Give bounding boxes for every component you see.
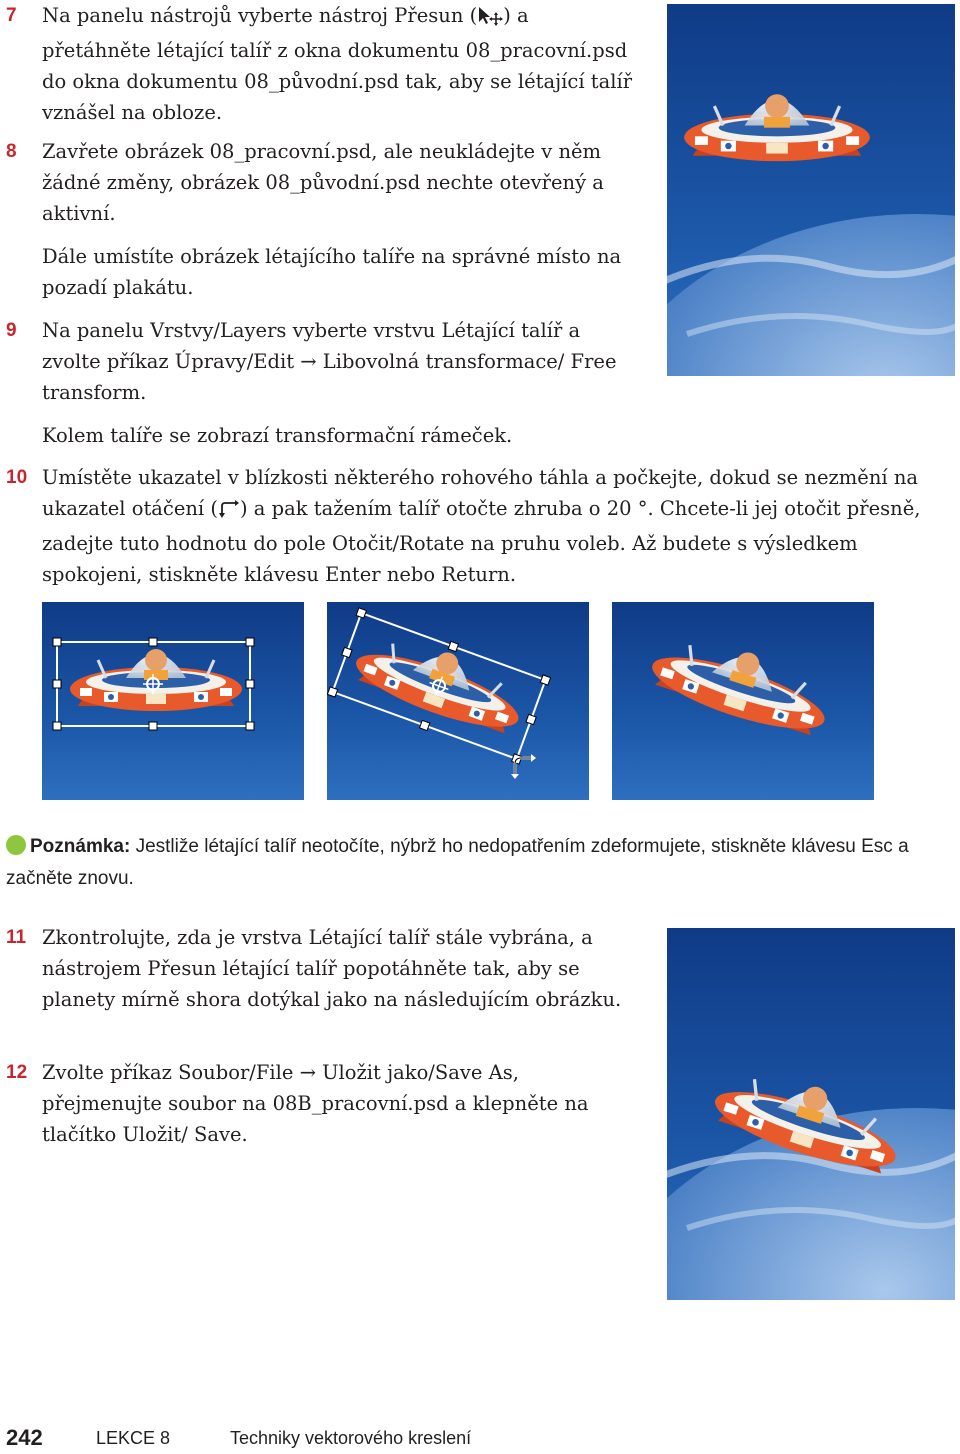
step-10-text-a: Umístěte ukazatel v blízkosti některého rohového táhla a počkejte, dokud se nezmění na ukazatel otáčení ( bbox=[42, 466, 919, 520]
paragraph-after-step-9: Kolem talíře se zobrazí transformační rámeček. bbox=[42, 424, 513, 447]
step-7-text-b: ) a přetáhněte létající talíř z okna dokumentu 08_pracovní.psd do okna dokumentu 08_původní.psd tak, aby se létající talíř vznášel na obloze. bbox=[42, 4, 633, 124]
footer-lesson: LEKCE 8 bbox=[96, 1428, 171, 1448]
note-body: Jestliže létající talíř neotočíte, nýbrž ho nedopatřením zdeformujete, stiskněte klávesu Esc a začněte znovu. bbox=[6, 836, 909, 889]
step-10-text-b: ) a pak tažením talíř otočte zhruba o 20 °. Chcete-li jej otočit přesně, zadejte tuto hodnotu do pole Otočit/Rotate na pruhu voleb. Až budete s výsledkem spokojeni, stiskněte klávesu Enter nebo Return. bbox=[42, 497, 921, 586]
footer-chapter: Techniky vektorového kreslení bbox=[230, 1428, 472, 1448]
move-tool-icon bbox=[477, 4, 503, 35]
step-9-number: 9 bbox=[6, 320, 17, 341]
rotated-result-photo bbox=[612, 602, 874, 800]
step-12-text: Zvolte příkaz Soubor/File → Uložit jako/Save As, přejmenujte soubor na 08B_pracovní.psd a klepněte na tlačítko Uložit/ Save. bbox=[42, 1061, 589, 1146]
step-10-number: 10 bbox=[6, 467, 28, 488]
saucer-over-planet-photo-2 bbox=[667, 928, 955, 1300]
saucer-over-planet-photo-1 bbox=[667, 4, 955, 376]
step-12-number: 12 bbox=[6, 1062, 28, 1083]
note-label: Poznámka: bbox=[30, 836, 131, 857]
transform-box-photo bbox=[42, 602, 304, 800]
step-8-number: 8 bbox=[6, 141, 17, 162]
step-9-text: Na panelu Vrstvy/Layers vyberte vrstvu Létající talíř a zvolte příkaz Úpravy/Edit → Libovolná transformace/ Free transform. bbox=[42, 319, 617, 404]
step-11-number: 11 bbox=[6, 927, 27, 948]
note-text bbox=[6, 831, 946, 895]
step-7-number: 7 bbox=[6, 5, 17, 26]
step-7-text-a: Na panelu nástrojů vyberte nástroj Přesun ( bbox=[42, 4, 478, 27]
step-11-text: Zkontrolujte, zda je vrstva Létající talíř stále vybrána, a nástrojem Přesun létající talíř popotáhněte tak, aby se planety mírně shora dotýkal jako na následujícím obrázku. bbox=[42, 926, 622, 1011]
paragraph-after-step-8: Dále umístíte obrázek létajícího talíře na správné místo na pozadí plakátu. bbox=[42, 245, 622, 299]
step-10-text bbox=[42, 462, 954, 590]
rotated-transform-photo bbox=[327, 602, 589, 800]
page-number: 242 bbox=[6, 1425, 43, 1450]
step-8-text: Zavřete obrázek 08_pracovní.psd, ale neukládejte v něm žádné změny, obrázek 08_původní.psd nechte otevřený a aktivní. bbox=[42, 140, 604, 225]
step-7-text bbox=[42, 0, 634, 128]
rotate-cursor-icon bbox=[218, 497, 240, 528]
